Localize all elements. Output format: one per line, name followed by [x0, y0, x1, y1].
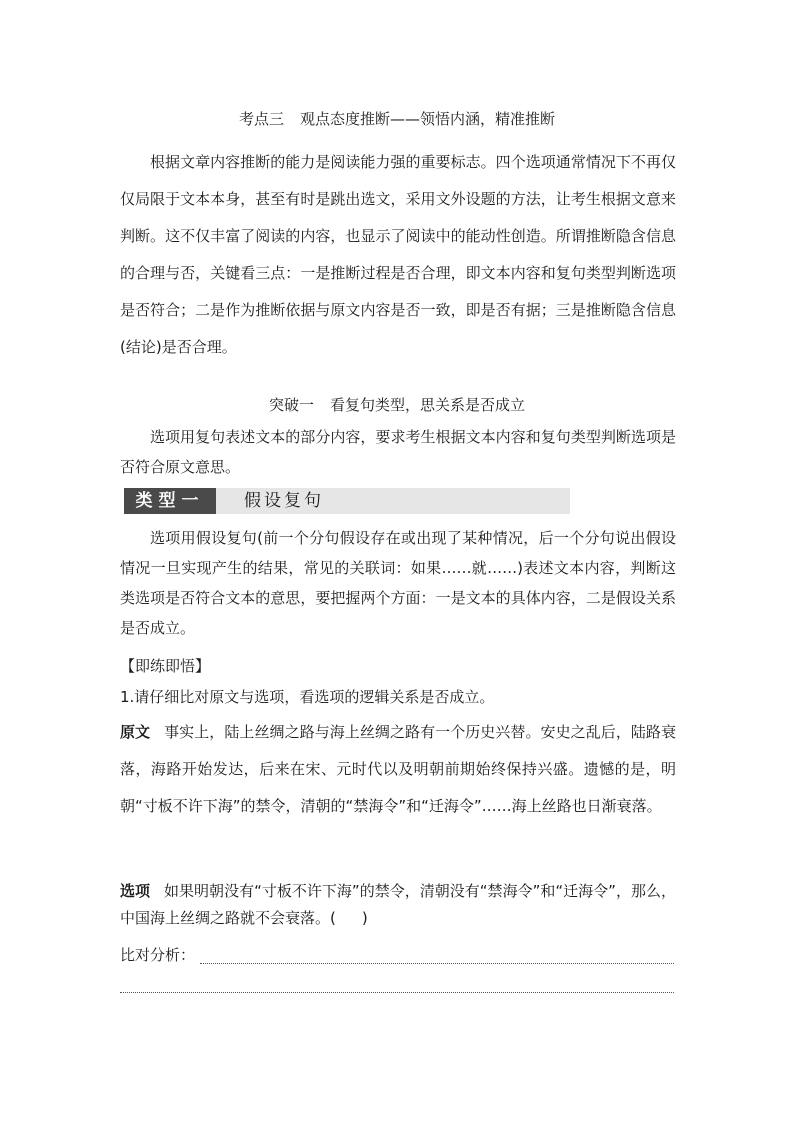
option-label: 选项 [120, 882, 151, 900]
type-banner [124, 488, 570, 514]
breakthrough-description: 选项用复句表述文本的部分内容，要求考生根据文本内容和复句类型判断选项是否符合原文意思。 [120, 428, 676, 476]
section-title: 观点态度推断——领悟内涵，精准推断 [300, 110, 556, 128]
type-tag: 类型一 [124, 488, 216, 514]
practice-label: 【即练即悟】 [120, 657, 211, 675]
section-heading [0, 108, 794, 129]
type-description: 选项用假设复句(前一个分句假设存在或出现了某种情况，后一个分句说出假设情况一旦实现产生的结果，常见的关联词：如果……就……)表述文本内容，判断这类选项是否符合文本的意思，要把握两个方面：一是文本的具体内容，二是假设关系是否成立。 [120, 529, 676, 637]
section-code: 考点三 [238, 110, 284, 128]
breakthrough-heading [0, 394, 794, 415]
type-title: 假设复句 [244, 491, 324, 511]
analysis-answer-line-1[interactable] [200, 963, 674, 964]
analysis-label: 比对分析： [120, 946, 196, 964]
original-text: 事实上，陆上丝绸之路与海上丝绸之路有一个历史兴替。安史之乱后，陆路衰落，海路开始发达，后来在宋、元时代以及明朝前期始终保持兴盛。遗憾的是，明朝“寸板不许下海”的禁令，清朝的“禁海令”和“迁海令”……海上丝路也日渐衰落。 [120, 723, 676, 815]
breakthrough-code: 突破一 [268, 396, 314, 414]
question-text: 1.请仔细比对原文与选项，看选项的逻辑关系是否成立。 [120, 688, 495, 706]
option-close-paren: ) [361, 909, 368, 927]
breakthrough-title: 看复句类型，思关系是否成立 [330, 396, 526, 414]
option-text: 如果明朝没有“寸板不许下海”的禁令，清朝没有“禁海令”和“迁海令”，那么，中国海上丝绸之路就不会衰落。( [120, 882, 676, 927]
original-label: 原文 [120, 723, 151, 741]
original-text-block [120, 714, 676, 825]
option-block [120, 878, 676, 932]
analysis-answer-line-2[interactable] [120, 992, 674, 993]
intro-paragraph: 根据文章内容推断的能力是阅读能力强的重要标志。四个选项通常情况下不再仅仅局限于文本本身，甚至有时是跳出选文，采用文外设题的方法，让考生根据文意来判断。这不仅丰富了阅读的内容，也显示了阅读中的能动性创造。所谓推断隐含信息的合理与否，关键看三点：一是推断过程是否合理，即文本内容和复句类型判断选项是否符合；二是作为推断依据与原文内容是否一致，即是否有据；三是推断隐含信息(结论)是否合理。 [120, 153, 676, 356]
